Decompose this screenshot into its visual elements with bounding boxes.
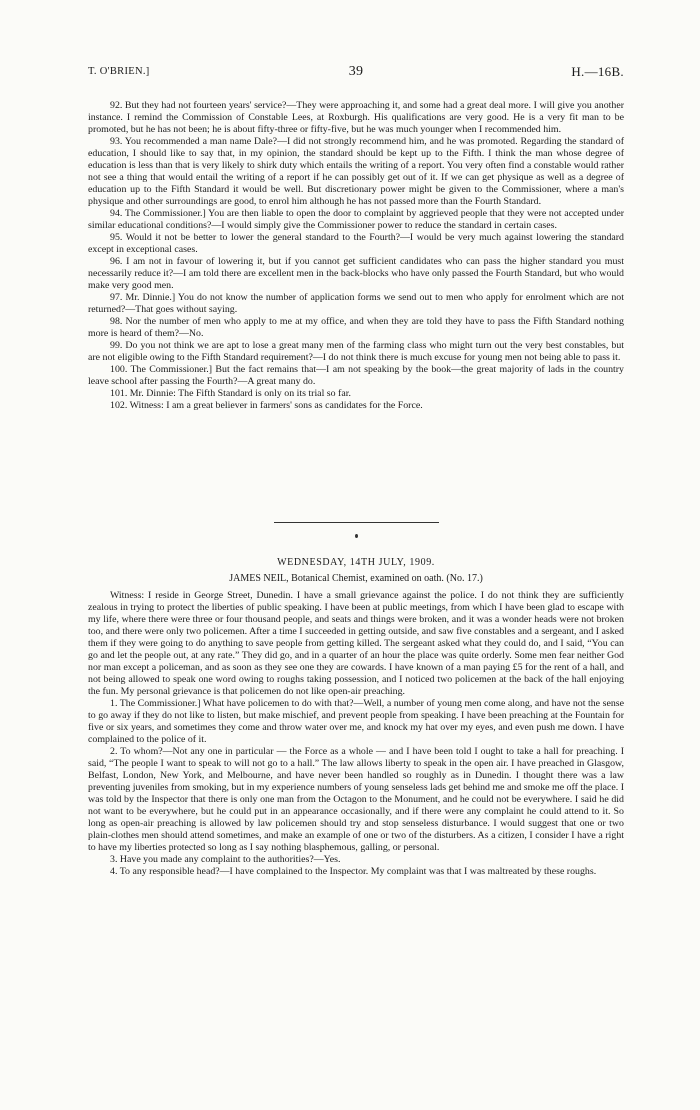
section-divider [274, 522, 439, 523]
header-witness-name: T. O'BRIEN.] [88, 66, 150, 77]
document-reference: H.—16B. [571, 64, 624, 79]
paragraph-q93: 93. You recommended a man name Dale?—I did not strongly recommend him, and he was promoted. Regarding the standard of education, I should like to say that, in my opinion, the standard should be kept up to the Fifth. I think the man whose degree of education is less than that is very likely to shirk duty which entails the writing of a report. You very often find a constable would rather not see a thing that would entail the writing of a report if he can possibly get out of it. If we can get physique as well as a degree of education up to the Fifth Standard it would be well. But discretionary power might be given to the Commissioner, where a man's physique and other surroundings are good, to enrol him although he has not passed more than the Fourth Standard. [88, 136, 624, 207]
session-date: WEDNESDAY, 14TH JULY, 1909. [277, 557, 435, 568]
paragraph-q3: 3. Have you made any complaint to the authorities?—Yes. [110, 854, 341, 865]
paragraph-q97: 97. Mr. Dinnie.] You do not know the number of application forms we send out to men who apply for enrolment which are not returned?—That goes without saying. [88, 292, 624, 315]
paragraph-q99: 99. Do you not think we are apt to lose a great many men of the farming class who might turn out the very best constables, but are not eligible owing to the Fifth Standard requirement?—I do not think there is much excuse for young men not being able to pass it. [88, 340, 624, 363]
paragraph-q100: 100. The Commissioner.] But the fact remains that—I am not speaking by the book—the great majority of lads in the country leave school after passing the Fourth?—A great many do. [88, 364, 624, 387]
page-header [88, 66, 624, 82]
page-number: 39 [348, 64, 364, 79]
paragraph-q1: 1. The Commissioner.] What have policemen to do with that?—Well, a number of young men come along, and have not the sense to go away if they do not like to listen, but make mischief, and prevent people from speaking. I have been preaching at the Fountain for five or six years, and sometimes they come and throw water over me, and knock my hat over my eyes, and even push me down. I have complained to the police of it. [88, 698, 624, 745]
paragraph-q98: 98. Nor the number of men who apply to me at my office, and when they are told they have to pass the Fifth Standard nothing more is heard of them?—No. [88, 316, 624, 339]
paragraph-q95: 95. Would it not be better to lower the general standard to the Fourth?—I would be very much against lowering the standard except in exceptional cases. [88, 232, 624, 255]
paragraph-q96: 96. I am not in favour of lowering it, but if you cannot get sufficient candidates who can pass the higher standard you must necessarily reduce it?—I am told there are excellent men in the back-blocks who have only passed the Fourth Standard, but who would make very good men. [88, 256, 624, 291]
paragraph-q94: 94. The Commissioner.] You are then liable to open the door to complaint by aggrieved people that they were not accepted under similar educational conditions?—I would simply give the Commissioner power to reduce the standard in certain cases. [88, 208, 624, 231]
testimony-part-1 [88, 100, 624, 412]
witness-heading: JAMES NEIL, Botanical Chemist, examined on oath. (No. 17.) [229, 573, 483, 584]
ink-dot [355, 534, 358, 538]
paragraph-q101: 101. Mr. Dinnie: The Fifth Standard is only on its trial so far. [110, 388, 351, 399]
paragraph-q102: 102. Witness: I am a great believer in farmers' sons as candidates for the Force. [110, 400, 423, 411]
testimony-part-2 [88, 590, 624, 878]
paragraph-q4: 4. To any responsible head?—I have complained to the Inspector. My complaint was that I was maltreated by these roughs. [110, 866, 597, 877]
paragraph-q2: 2. To whom?—Not any one in particular — the Force as a whole — and I have been told I ought to take a hall for preaching. I said, “The people I want to speak to will not go to a hall.” The law allows liberty to speak in the open air. I have preached in Glasgow, Belfast, London, New York, and Melbourne, and have never been handled so roughly as in Dunedin. I thought there was a law preventing juveniles from smoking, but in my experience numbers of young senseless lads get behind me and smoke me off the place. I was told by the Inspector that there is only one man from the Octagon to the Monument, and he could not be everywhere. I said he did not want to be everywhere, but he could put in an appearance occasionally, and if there were any complaint he could attend to it. So long as open-air preaching is allowed by law policemen should try and stop senseless disturbance. I would suggest that one or two plain-clothes men should attend sometimes, and make an example of one or two of the disturbers. As a citizen, I consider I have a right to have my liberties protected so long as I say nothing blasphemous, galling, or personal. [88, 746, 624, 853]
witness-statement: Witness: I reside in George Street, Dunedin. I have a small grievance against the police. I do not think they are sufficiently zealous in trying to protect the liberties of public speaking. I have been at public meetings, from which I have been glad to escape with my life, where there were three or four thousand people, and seats and things were broken, and it was a wonder heads were not broken too, and there were only two policemen. After a time I succeeded in getting outside, and saw five constables and a sergeant, and I asked them if they were going to do anything to save people from getting killed. The sergeant asked what they could do, and I said, “You can go and let the people out, at any rate.” They did go, and in a quarter of an hour the place was quite orderly. Some men fear neither God nor man except a policeman, and as soon as they see one they are cowards. I have known of a man paying £5 for the rent of a hall, and not being allowed to speak one word owing to roughs taking possession, and I noticed two policemen at the back of the hall enjoying the fun. My personal grievance is that policemen do not like open-air preaching. [88, 590, 624, 697]
paragraph-q92: 92. But they had not fourteen years' service?—They were approaching it, and some had a great deal more. I will give you another instance. I remind the Commission of Constable Lees, at Roxburgh. His qualifications are very good. He is a very fit man to be promoted, but he has not been; he is about fifty-three or fifty-five, but he was much younger when I recommended him. [88, 100, 624, 135]
